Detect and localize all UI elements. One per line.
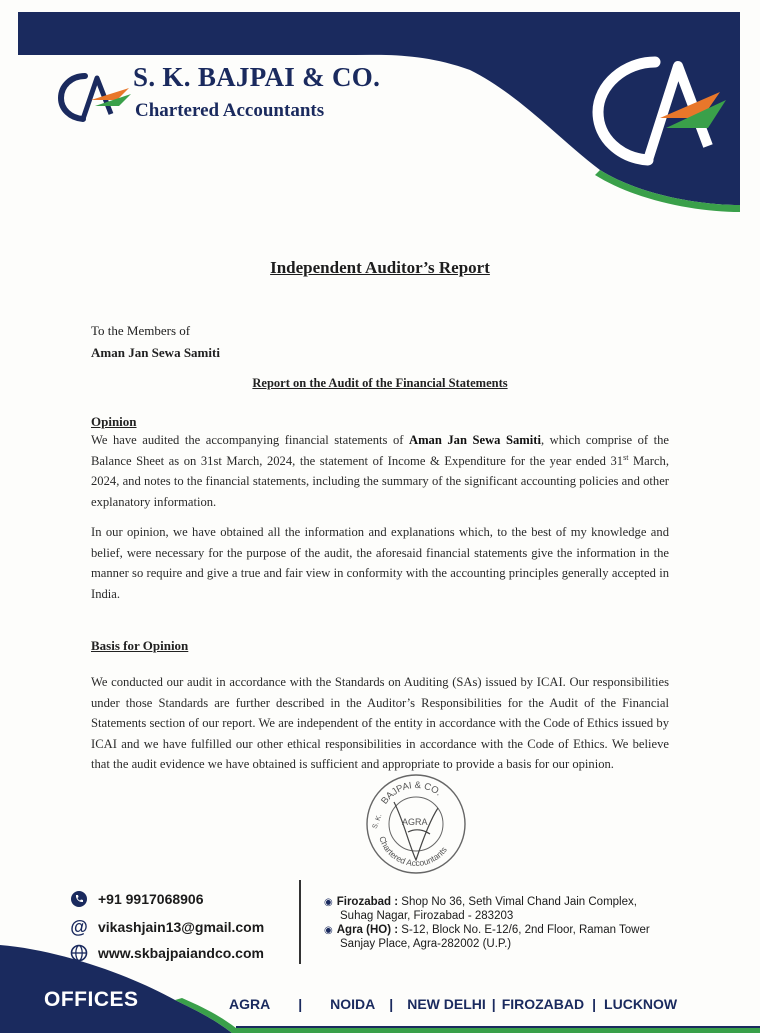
city-agra: AGRA xyxy=(229,996,271,1012)
firozabad-label: Firozabad : xyxy=(336,896,399,908)
addressee-line1: To the Members of xyxy=(91,323,191,338)
stamp-center-text: AGRA xyxy=(402,817,428,827)
agra-line1: S-12, Block No. E-12/6, 2nd Floor, Raman Tower xyxy=(398,924,650,936)
firozabad-line1: Shop No 36, Seth Vimal Chand Jain Complex, xyxy=(398,896,637,908)
city-separator: | xyxy=(298,996,303,1012)
opinion-p1-text-a: We have audited the accompanying financial statements of xyxy=(91,433,409,447)
addressee xyxy=(91,320,220,364)
contact-phone xyxy=(70,890,204,908)
opinion-p1-entity: Aman Jan Sewa Samiti xyxy=(408,433,541,447)
location-pin-icon: ◉ xyxy=(324,897,333,908)
location-pin-icon: ◉ xyxy=(324,925,333,936)
city-new-delhi: NEW DELHI xyxy=(407,996,486,1012)
address-firozabad xyxy=(324,896,684,923)
agra-label: Agra (HO) : xyxy=(336,924,399,936)
opinion-paragraph-2: In our opinion, we have obtained all the information and explanations which, to the best of my knowledge and belief, were necessary for the purpose of the audit, the aforesaid financial statements give the information in the manner so require and give a true and fair view in conformity with the accounting principles generally accepted in India. xyxy=(91,525,669,601)
report-subtitle: Report on the Audit of the Financial Statements xyxy=(252,376,508,390)
at-sign-icon: @ xyxy=(70,916,88,937)
city-firozabad: FIROZABAD xyxy=(501,996,585,1012)
firm-seal-stamp xyxy=(364,772,468,876)
basis-paragraph: We conducted our audit in accordance with the Standards on Auditing (SAs) issued by ICAI. Our responsibilities under those Standards are further described in the Auditor’s Responsibilities for the Audit of the Financial Statements section of our report. We are independent of the entity in accordance with the Code of Ethics issued by ICAI and we have fulfilled our other ethical responsibilities in accordance with the Code of Ethics. We believe that the audit evidence we have obtained is sufficient and appropriate to provide a basis for our opinion. xyxy=(91,675,669,772)
footer-band xyxy=(0,916,760,1033)
report-title: Independent Auditor’s Report xyxy=(270,258,490,277)
website-url: www.skbajpaiandco.com xyxy=(98,945,264,961)
city-separator: | xyxy=(389,996,394,1012)
agra-line2: Sanjay Place, Agra-282002 (U.P.) xyxy=(340,937,512,950)
firozabad-line2: Suhag Nagar, Firozabad - 283203 xyxy=(340,909,514,922)
opinion-p1-text-c: March, 2024, and notes to the financial statements, including the summary of the significant accounting policies and other explanatory information. xyxy=(91,453,669,509)
firm-subtitle: Chartered Accountants xyxy=(135,100,325,121)
office-cities xyxy=(229,996,677,1012)
city-separator: | xyxy=(491,996,496,1012)
firm-name: S. K. BAJPAI & CO. xyxy=(133,62,381,92)
city-lucknow: LUCKNOW xyxy=(604,996,678,1012)
city-separator: | xyxy=(592,996,597,1012)
firm-ca-logo-icon xyxy=(55,66,133,124)
opinion-paragraph-1 xyxy=(91,430,669,512)
email-address: vikashjain13@gmail.com xyxy=(98,919,265,935)
stamp-bottom-text: Chartered Accountants xyxy=(377,834,449,869)
basis-heading: Basis for Opinion xyxy=(91,638,189,653)
stamp-left-text: S. K. xyxy=(371,813,384,830)
phone-number: +91 9917068906 xyxy=(98,891,204,907)
phone-icon xyxy=(70,890,88,908)
opinion-heading: Opinion xyxy=(91,414,137,429)
stamp-top-text: BAJPAI & CO. xyxy=(379,779,444,807)
opinion-p1-text-b: , which comprise of the Balance Sheet as on 31st March, 2024, the statement of Income & Expenditure for the year ended 31 xyxy=(91,433,669,468)
offices-label: OFFICES xyxy=(44,988,139,1011)
city-noida: NOIDA xyxy=(330,996,376,1012)
addressee-entity: Aman Jan Sewa Samiti xyxy=(91,345,220,360)
opinion-p1-sup: st xyxy=(623,452,629,462)
